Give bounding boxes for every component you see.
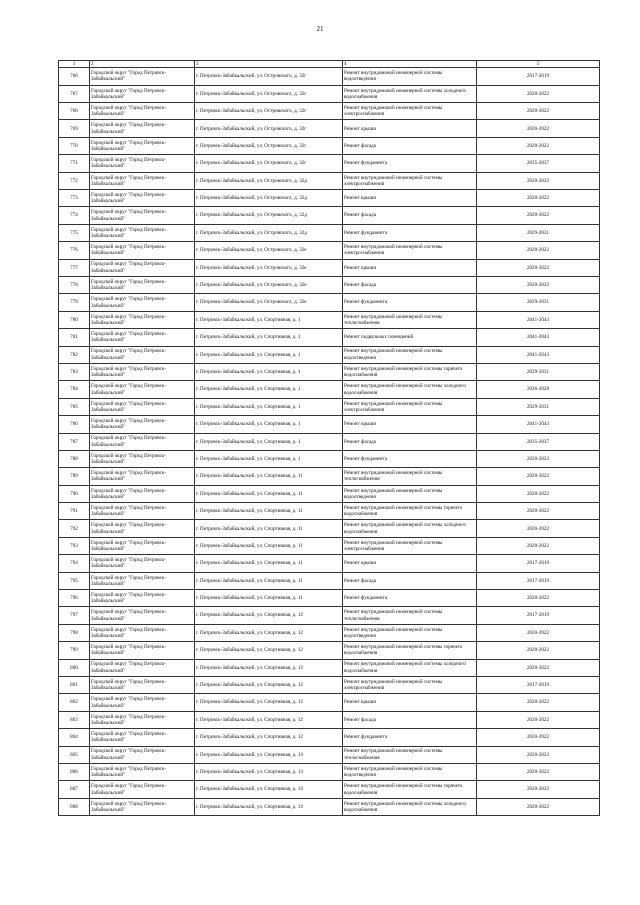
row-number-cell: 769: [59, 120, 90, 137]
municipality-cell: Городской округ "Город Петровск-Забайкальский": [90, 276, 195, 293]
table-row: [59, 642, 600, 659]
address-cell: г. Петровск-Забайкальский, ул. Спортивная, д. 1: [195, 450, 343, 467]
address-cell: г. Петровск-Забайкальский, ул. Островского, д. 32д: [195, 172, 343, 189]
period-cell: 2020-2022: [477, 590, 600, 607]
municipality-cell: Городской округ "Город Петровск-Забайкальский": [90, 746, 195, 763]
page-number: 21: [316, 25, 324, 33]
table-row: [59, 503, 600, 520]
period-cell: 2017-2019: [477, 555, 600, 572]
municipality-cell: Городской округ "Город Петровск-Забайкальский": [90, 485, 195, 502]
municipality-cell: Городской округ "Город Петровск-Забайкальский": [90, 381, 195, 398]
row-number-cell: 782: [59, 346, 90, 363]
period-cell: 2017-2019: [477, 572, 600, 589]
address-cell: г. Петровск-Забайкальский, ул. Спортивная, д. 1: [195, 363, 343, 380]
address-cell: г. Петровск-Забайкальский, ул. Спортивная, д. 1: [195, 433, 343, 450]
row-number-cell: 788: [59, 450, 90, 467]
address-cell: г. Петровск-Забайкальский, ул. Спортивная, д. 12: [195, 607, 343, 624]
period-cell: 2020-2022: [477, 276, 600, 293]
municipality-cell: Городской округ "Город Петровск-Забайкальский": [90, 450, 195, 467]
column-header-2: 2: [90, 61, 195, 68]
table-row: [59, 224, 600, 241]
address-cell: г. Петровск-Забайкальский, ул. Спортивная, д. 1: [195, 329, 343, 346]
row-number-cell: 798: [59, 624, 90, 641]
address-cell: г. Петровск-Забайкальский, ул. Спортивная, д. 11: [195, 503, 343, 520]
address-cell: г. Петровск-Забайкальский, ул. Спортивная, д. 1: [195, 416, 343, 433]
row-number-cell: 770: [59, 137, 90, 154]
address-cell: г. Петровск-Забайкальский, ул. Спортивная, д. 11: [195, 537, 343, 554]
municipality-cell: Городской округ "Город Петровск-Забайкальский": [90, 694, 195, 711]
table-row: [59, 694, 600, 711]
table-row: [59, 416, 600, 433]
work-type-cell: Ремонт фасада: [343, 137, 477, 154]
work-type-cell: Ремонт внутридомовой инженерной системы электроснабжения: [343, 398, 477, 415]
table-row: [59, 781, 600, 798]
table-row: [59, 363, 600, 380]
period-cell: 2029-2031: [477, 398, 600, 415]
municipality-cell: Городской округ "Город Петровск-Забайкальский": [90, 416, 195, 433]
repair-schedule-table: [58, 60, 600, 816]
work-type-cell: Ремонт фасада: [343, 207, 477, 224]
work-type-cell: Ремонт внутридомовой инженерной системы горячего водоснабжения: [343, 781, 477, 798]
work-type-cell: Ремонт подвальных помещений: [343, 329, 477, 346]
work-type-cell: Ремонт фасада: [343, 572, 477, 589]
period-cell: 2041-2043: [477, 329, 600, 346]
row-number-cell: 791: [59, 503, 90, 520]
row-number-cell: 774: [59, 207, 90, 224]
address-cell: г. Петровск-Забайкальский, ул. Спортивная, д. 1: [195, 311, 343, 328]
municipality-cell: Городской округ "Город Петровск-Забайкальский": [90, 433, 195, 450]
work-type-cell: Ремонт внутридомовой инженерной системы водоотведения: [343, 485, 477, 502]
municipality-cell: Городской округ "Город Петровск-Забайкальский": [90, 155, 195, 172]
row-number-cell: 800: [59, 659, 90, 676]
address-cell: г. Петровск-Забайкальский, ул. Спортивная, д. 12: [195, 676, 343, 693]
municipality-cell: Городской округ "Город Петровск-Забайкальский": [90, 137, 195, 154]
municipality-cell: Городской округ "Город Петровск-Забайкальский": [90, 259, 195, 276]
work-type-cell: Ремонт внутридомовой инженерной системы теплоснабжения: [343, 746, 477, 763]
municipality-cell: Городской округ "Город Петровск-Забайкальский": [90, 729, 195, 746]
table-row: [59, 276, 600, 293]
table-row: [59, 711, 600, 728]
municipality-cell: Городской округ "Город Петровск-Забайкальский": [90, 607, 195, 624]
work-type-cell: Ремонт внутридомовой инженерной системы электроснабжения: [343, 537, 477, 554]
row-number-cell: 807: [59, 781, 90, 798]
row-number-cell: 808: [59, 798, 90, 815]
row-number-cell: 803: [59, 711, 90, 728]
address-cell: г. Петровск-Забайкальский, ул. Спортивная, д. 13: [195, 763, 343, 780]
municipality-cell: Городской округ "Город Петровск-Забайкальский": [90, 520, 195, 537]
period-cell: 2020-2022: [477, 781, 600, 798]
table-row: [59, 381, 600, 398]
period-cell: 2020-2022: [477, 798, 600, 815]
period-cell: 2041-2043: [477, 346, 600, 363]
work-type-cell: Ремонт фундамента: [343, 294, 477, 311]
table-row: [59, 103, 600, 120]
row-number-cell: 799: [59, 642, 90, 659]
period-cell: 2020-2022: [477, 137, 600, 154]
period-cell: 2020-2022: [477, 450, 600, 467]
work-type-cell: Ремонт внутридомовой инженерной системы горячего водоснабжения: [343, 503, 477, 520]
table-row: [59, 485, 600, 502]
row-number-cell: 767: [59, 85, 90, 102]
municipality-cell: Городской округ "Город Петровск-Забайкальский": [90, 346, 195, 363]
work-type-cell: Ремонт фундамента: [343, 224, 477, 241]
work-type-cell: Ремонт фундамента: [343, 590, 477, 607]
row-number-cell: 793: [59, 537, 90, 554]
period-cell: 2020-2022: [477, 503, 600, 520]
municipality-cell: Городской округ "Город Петровск-Забайкальский": [90, 590, 195, 607]
work-type-cell: Ремонт крыши: [343, 416, 477, 433]
table-row: [59, 85, 600, 102]
work-type-cell: Ремонт внутридомовой инженерной системы водоотведения: [343, 68, 477, 85]
row-number-cell: 802: [59, 694, 90, 711]
period-cell: 2020-2022: [477, 624, 600, 641]
work-type-cell: Ремонт крыши: [343, 120, 477, 137]
row-number-cell: 777: [59, 259, 90, 276]
period-cell: 2020-2022: [477, 537, 600, 554]
row-number-cell: 785: [59, 398, 90, 415]
address-cell: г. Петровск-Забайкальский, ул. Спортивная, д. 13: [195, 746, 343, 763]
period-cell: 2017-2019: [477, 676, 600, 693]
address-cell: г. Петровск-Забайкальский, ул. Островского, д. 32д: [195, 190, 343, 207]
address-cell: г. Петровск-Забайкальский, ул. Спортивная, д. 12: [195, 694, 343, 711]
municipality-cell: Городской округ "Город Петровск-Забайкальский": [90, 676, 195, 693]
municipality-cell: Городской округ "Город Петровск-Забайкальский": [90, 711, 195, 728]
period-cell: 2020-2022: [477, 642, 600, 659]
row-number-cell: 783: [59, 363, 90, 380]
period-cell: 2029-2031: [477, 294, 600, 311]
table-row: [59, 798, 600, 815]
address-cell: г. Петровск-Забайкальский, ул. Спортивная, д. 11: [195, 485, 343, 502]
work-type-cell: Ремонт внутридомовой инженерной системы теплоснабжения: [343, 607, 477, 624]
work-type-cell: Ремонт внутридомовой инженерной системы горячего водоснабжения: [343, 363, 477, 380]
work-type-cell: Ремонт внутридомовой инженерной системы водоотведения: [343, 346, 477, 363]
municipality-cell: Городской округ "Город Петровск-Забайкальский": [90, 172, 195, 189]
table-row: [59, 433, 600, 450]
municipality-cell: Городской округ "Город Петровск-Забайкальский": [90, 329, 195, 346]
table-row: [59, 137, 600, 154]
address-cell: г. Петровск-Забайкальский, ул. Спортивная, д. 12: [195, 624, 343, 641]
work-type-cell: Ремонт внутридомовой инженерной системы электроснабжения: [343, 103, 477, 120]
table-row: [59, 590, 600, 607]
address-cell: г. Петровск-Забайкальский, ул. Островского, д. 32г: [195, 120, 343, 137]
row-number-cell: 775: [59, 224, 90, 241]
municipality-cell: Городской округ "Город Петровск-Забайкальский": [90, 294, 195, 311]
work-type-cell: Ремонт крыши: [343, 555, 477, 572]
row-number-cell: 806: [59, 763, 90, 780]
municipality-cell: Городской округ "Город Петровск-Забайкальский": [90, 798, 195, 815]
period-cell: 2020-2022: [477, 190, 600, 207]
municipality-cell: Городской округ "Город Петровск-Забайкальский": [90, 103, 195, 120]
column-header-4: 4: [343, 61, 477, 68]
period-cell: 2020-2022: [477, 694, 600, 711]
table-row: [59, 207, 600, 224]
table-row: [59, 346, 600, 363]
period-cell: 2041-2043: [477, 416, 600, 433]
address-cell: г. Петровск-Забайкальский, ул. Островского, д. 32д: [195, 224, 343, 241]
address-cell: г. Петровск-Забайкальский, ул. Спортивная, д. 11: [195, 572, 343, 589]
address-cell: г. Петровск-Забайкальский, ул. Спортивная, д. 11: [195, 555, 343, 572]
period-cell: 2020-2022: [477, 746, 600, 763]
municipality-cell: Городской округ "Город Петровск-Забайкальский": [90, 537, 195, 554]
work-type-cell: Ремонт фундамента: [343, 155, 477, 172]
table-row: [59, 329, 600, 346]
address-cell: г. Петровск-Забайкальский, ул. Островского, д. 32г: [195, 103, 343, 120]
table-row: [59, 763, 600, 780]
table-header-row: [59, 61, 600, 68]
period-cell: 2020-2022: [477, 85, 600, 102]
period-cell: 2041-2043: [477, 311, 600, 328]
table-row: [59, 607, 600, 624]
table-row: [59, 555, 600, 572]
work-type-cell: Ремонт внутридомовой инженерной системы теплоснабжения: [343, 311, 477, 328]
table-row: [59, 155, 600, 172]
period-cell: 2026-2028: [477, 381, 600, 398]
row-number-cell: 766: [59, 68, 90, 85]
row-number-cell: 805: [59, 746, 90, 763]
work-type-cell: Ремонт внутридомовой инженерной системы холодного водоснабжения: [343, 85, 477, 102]
table-row: [59, 572, 600, 589]
period-cell: 2020-2022: [477, 103, 600, 120]
work-type-cell: Ремонт внутридомовой инженерной системы электроснабжения: [343, 242, 477, 259]
municipality-cell: Городской округ "Город Петровск-Забайкальский": [90, 398, 195, 415]
table-row: [59, 729, 600, 746]
work-type-cell: Ремонт внутридомовой инженерной системы холодного водоснабжения: [343, 381, 477, 398]
period-cell: 2020-2022: [477, 711, 600, 728]
row-number-cell: 781: [59, 329, 90, 346]
table-row: [59, 676, 600, 693]
table-row: [59, 294, 600, 311]
period-cell: 2029-2031: [477, 363, 600, 380]
work-type-cell: Ремонт фасада: [343, 276, 477, 293]
period-cell: 2020-2022: [477, 468, 600, 485]
municipality-cell: Городской округ "Город Петровск-Забайкальский": [90, 85, 195, 102]
table-row: [59, 659, 600, 676]
table-row: [59, 450, 600, 467]
table-row: [59, 68, 600, 85]
address-cell: г. Петровск-Забайкальский, ул. Островского, д. 32г: [195, 155, 343, 172]
work-type-cell: Ремонт внутридомовой инженерной системы электроснабжения: [343, 172, 477, 189]
period-cell: 2020-2022: [477, 172, 600, 189]
work-type-cell: Ремонт фасада: [343, 711, 477, 728]
address-cell: г. Петровск-Забайкальский, ул. Островского, д. 32е: [195, 242, 343, 259]
municipality-cell: Городской округ "Город Петровск-Забайкальский": [90, 120, 195, 137]
work-type-cell: Ремонт внутридомовой инженерной системы водоотведения: [343, 624, 477, 641]
municipality-cell: Городской округ "Город Петровск-Забайкальский": [90, 68, 195, 85]
table-row: [59, 746, 600, 763]
table-row: [59, 520, 600, 537]
period-cell: 2020-2022: [477, 242, 600, 259]
row-number-cell: 779: [59, 294, 90, 311]
period-cell: 2020-2022: [477, 207, 600, 224]
period-cell: 2020-2022: [477, 520, 600, 537]
address-cell: г. Петровск-Забайкальский, ул. Спортивная, д. 12: [195, 711, 343, 728]
row-number-cell: 772: [59, 172, 90, 189]
municipality-cell: Городской округ "Город Петровск-Забайкальский": [90, 503, 195, 520]
address-cell: г. Петровск-Забайкальский, ул. Островского, д. 32г: [195, 68, 343, 85]
municipality-cell: Городской округ "Город Петровск-Забайкальский": [90, 763, 195, 780]
period-cell: 2035-2037: [477, 155, 600, 172]
address-cell: г. Петровск-Забайкальский, ул. Спортивная, д. 1: [195, 398, 343, 415]
work-type-cell: Ремонт фундамента: [343, 450, 477, 467]
address-cell: г. Петровск-Забайкальский, ул. Островского, д. 32г: [195, 85, 343, 102]
address-cell: г. Петровск-Забайкальский, ул. Спортивная, д. 11: [195, 520, 343, 537]
row-number-cell: 780: [59, 311, 90, 328]
row-number-cell: 776: [59, 242, 90, 259]
work-type-cell: Ремонт крыши: [343, 259, 477, 276]
municipality-cell: Городской округ "Город Петровск-Забайкальский": [90, 242, 195, 259]
municipality-cell: Городской округ "Город Петровск-Забайкальский": [90, 207, 195, 224]
table-row: [59, 398, 600, 415]
row-number-cell: 795: [59, 572, 90, 589]
column-header-1: 1: [59, 61, 90, 68]
row-number-cell: 796: [59, 590, 90, 607]
period-cell: 2020-2022: [477, 259, 600, 276]
municipality-cell: Городской округ "Город Петровск-Забайкальский": [90, 468, 195, 485]
municipality-cell: Городской округ "Город Петровск-Забайкальский": [90, 555, 195, 572]
municipality-cell: Городской округ "Город Петровск-Забайкальский": [90, 659, 195, 676]
address-cell: г. Петровск-Забайкальский, ул. Спортивная, д. 13: [195, 798, 343, 815]
work-type-cell: Ремонт внутридомовой инженерной системы холодного водоснабжения: [343, 520, 477, 537]
row-number-cell: 773: [59, 190, 90, 207]
municipality-cell: Городской округ "Город Петровск-Забайкальский": [90, 624, 195, 641]
work-type-cell: Ремонт крыши: [343, 694, 477, 711]
period-cell: 2020-2022: [477, 485, 600, 502]
row-number-cell: 789: [59, 468, 90, 485]
address-cell: г. Петровск-Забайкальский, ул. Спортивная, д. 13: [195, 781, 343, 798]
table-row: [59, 311, 600, 328]
row-number-cell: 797: [59, 607, 90, 624]
table-body: [59, 68, 600, 816]
table-row: [59, 172, 600, 189]
table-row: [59, 120, 600, 137]
address-cell: г. Петровск-Забайкальский, ул. Островского, д. 32е: [195, 259, 343, 276]
row-number-cell: 790: [59, 485, 90, 502]
work-type-cell: Ремонт внутридомовой инженерной системы горячего водоснабжения: [343, 642, 477, 659]
table-row: [59, 624, 600, 641]
row-number-cell: 786: [59, 416, 90, 433]
row-number-cell: 804: [59, 729, 90, 746]
period-cell: 2020-2022: [477, 120, 600, 137]
address-cell: г. Петровск-Забайкальский, ул. Островского, д. 32е: [195, 294, 343, 311]
address-cell: г. Петровск-Забайкальский, ул. Спортивная, д. 11: [195, 590, 343, 607]
address-cell: г. Петровск-Забайкальский, ул. Спортивная, д. 1: [195, 381, 343, 398]
municipality-cell: Городской округ "Город Петровск-Забайкальский": [90, 224, 195, 241]
work-type-cell: Ремонт внутридомовой инженерной системы холодного водоснабжения: [343, 659, 477, 676]
period-cell: 2020-2022: [477, 729, 600, 746]
address-cell: г. Петровск-Забайкальский, ул. Спортивная, д. 11: [195, 468, 343, 485]
address-cell: г. Петровск-Забайкальский, ул. Спортивная, д. 12: [195, 729, 343, 746]
municipality-cell: Городской округ "Город Петровск-Забайкальский": [90, 311, 195, 328]
address-cell: г. Петровск-Забайкальский, ул. Островского, д. 32д: [195, 207, 343, 224]
period-cell: 2017-2019: [477, 68, 600, 85]
row-number-cell: 784: [59, 381, 90, 398]
period-cell: 2029-2031: [477, 224, 600, 241]
period-cell: 2020-2022: [477, 659, 600, 676]
period-cell: 2020-2022: [477, 763, 600, 780]
work-type-cell: Ремонт внутридомовой инженерной системы холодного водоснабжения: [343, 798, 477, 815]
period-cell: 2017-2019: [477, 607, 600, 624]
work-type-cell: Ремонт фундамента: [343, 729, 477, 746]
work-type-cell: Ремонт внутридомовой инженерной системы электроснабжения: [343, 676, 477, 693]
period-cell: 2035-2037: [477, 433, 600, 450]
row-number-cell: 768: [59, 103, 90, 120]
table-row: [59, 468, 600, 485]
address-cell: г. Петровск-Забайкальский, ул. Спортивная, д. 12: [195, 659, 343, 676]
municipality-cell: Городской округ "Город Петровск-Забайкальский": [90, 363, 195, 380]
work-type-cell: Ремонт фасада: [343, 433, 477, 450]
row-number-cell: 794: [59, 555, 90, 572]
address-cell: г. Петровск-Забайкальский, ул. Спортивная, д. 12: [195, 642, 343, 659]
row-number-cell: 787: [59, 433, 90, 450]
work-type-cell: Ремонт внутридомовой инженерной системы теплоснабжения: [343, 468, 477, 485]
row-number-cell: 778: [59, 276, 90, 293]
row-number-cell: 771: [59, 155, 90, 172]
table-row: [59, 242, 600, 259]
municipality-cell: Городской округ "Город Петровск-Забайкальский": [90, 781, 195, 798]
work-type-cell: Ремонт внутридомовой инженерной системы водоотведения: [343, 763, 477, 780]
column-header-3: 3: [195, 61, 343, 68]
column-header-5: 5: [477, 61, 600, 68]
municipality-cell: Городской округ "Город Петровск-Забайкальский": [90, 642, 195, 659]
address-cell: г. Петровск-Забайкальский, ул. Островского, д. 32е: [195, 276, 343, 293]
row-number-cell: 792: [59, 520, 90, 537]
municipality-cell: Городской округ "Город Петровск-Забайкальский": [90, 190, 195, 207]
municipality-cell: Городской округ "Город Петровск-Забайкальский": [90, 572, 195, 589]
address-cell: г. Петровск-Забайкальский, ул. Островского, д. 32г: [195, 137, 343, 154]
table-row: [59, 190, 600, 207]
table-row: [59, 259, 600, 276]
work-type-cell: Ремонт крыши: [343, 190, 477, 207]
address-cell: г. Петровск-Забайкальский, ул. Спортивная, д. 1: [195, 346, 343, 363]
row-number-cell: 801: [59, 676, 90, 693]
table-row: [59, 537, 600, 554]
